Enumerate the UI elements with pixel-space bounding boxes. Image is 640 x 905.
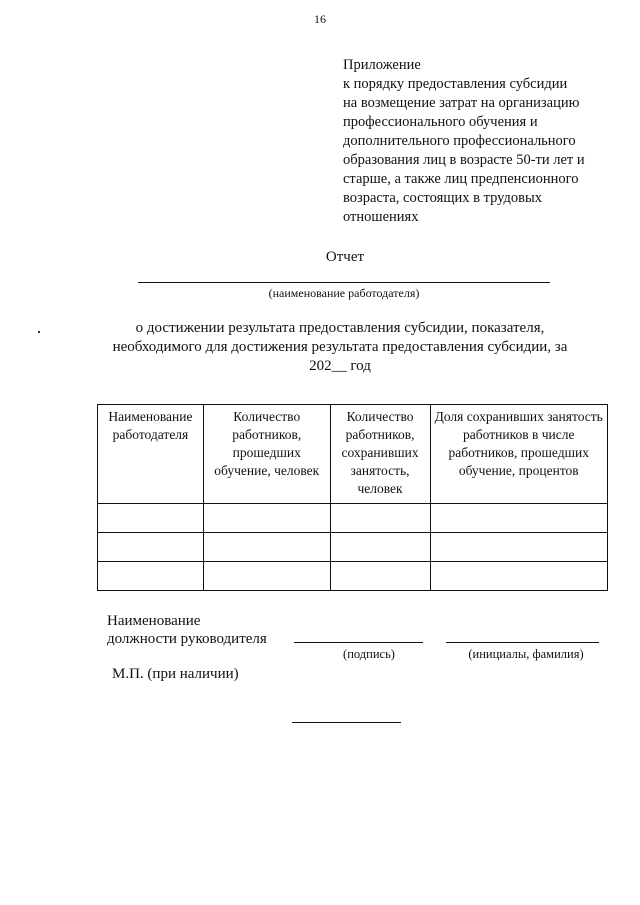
name-caption: (инициалы, фамилия) [468, 647, 584, 661]
signature-line [294, 642, 423, 643]
header-share: Доля сохранивших занятость работников в числе работников, прошедших обучение, процентов [430, 405, 608, 504]
signature-caption: (подпись) [343, 647, 395, 661]
table-cell[interactable] [98, 504, 204, 533]
appendix-line: на возмещение затрат на организацию [343, 95, 580, 111]
report-table [97, 404, 608, 591]
appendix-line: возраста, состоящих в трудовых [343, 190, 542, 206]
appendix-line: дополнительного профессионального [343, 133, 576, 149]
report-title: Отчет [325, 249, 365, 265]
name-line [446, 642, 599, 643]
table-row [98, 562, 608, 591]
table-cell[interactable] [203, 533, 330, 562]
appendix-line: старше, а также лиц предпенсионного [343, 171, 579, 187]
appendix-line: Приложение [343, 57, 421, 73]
header-employer: Наименование работодателя [98, 405, 204, 504]
subtitle-line: 202__ год [309, 358, 371, 374]
subtitle-line: о достижении результата предоставления субсидии, показателя, [135, 320, 545, 336]
table-cell[interactable] [430, 562, 608, 591]
table-cell[interactable] [330, 533, 430, 562]
report-subtitle [100, 319, 580, 376]
table-cell[interactable] [203, 504, 330, 533]
appendix-line: профессионального обучения и [343, 114, 538, 130]
page-number: 16 [314, 12, 326, 26]
appendix-line: к порядку предоставления субсидии [343, 76, 568, 92]
scan-speck [38, 331, 40, 333]
position-label-line1: Наименование [107, 613, 201, 629]
table-cell[interactable] [203, 562, 330, 591]
table-row [98, 533, 608, 562]
appendix-line: отношениях [343, 209, 419, 225]
appendix-line: образования лиц в возрасте 50-ти лет и [343, 152, 585, 168]
employer-caption: (наименование работодателя) [268, 286, 420, 300]
table-cell[interactable] [98, 562, 204, 591]
table-cell[interactable] [430, 504, 608, 533]
stamp-label: М.П. (при наличии) [112, 666, 239, 682]
header-trained: Количество работников, прошедших обучение, человек [203, 405, 330, 504]
subtitle-line: необходимого для достижения результата предоставления субсидии, за [112, 339, 568, 355]
table-row [98, 504, 608, 533]
table-cell[interactable] [330, 504, 430, 533]
header-retained: Количество работников, сохранивших занятость, человек [330, 405, 430, 504]
position-label-line2: должности руководителя [107, 631, 267, 647]
employer-name-line [138, 282, 550, 283]
table-cell[interactable] [330, 562, 430, 591]
table-cell[interactable] [430, 533, 608, 562]
closing-line [292, 722, 401, 723]
appendix-note [343, 56, 613, 227]
table-cell[interactable] [98, 533, 204, 562]
table-header-row [98, 405, 608, 504]
